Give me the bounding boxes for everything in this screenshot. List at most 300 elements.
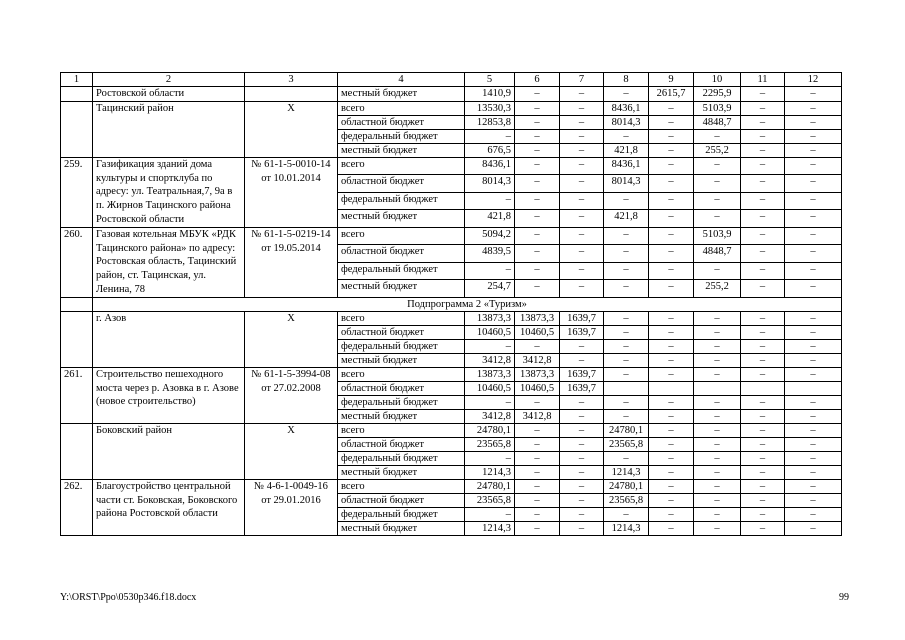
amount-cell: – — [741, 311, 785, 325]
amount-cell — [741, 381, 785, 395]
object-name: Газовая котельная МБУК «РДК Тацинского района» по адресу: Ростовская область, Тацинский район, ст. Тацинская, ул. Ленина, 78 — [93, 227, 245, 297]
amount-cell: 2295,9 — [694, 87, 741, 102]
amount-cell: – — [741, 493, 785, 507]
amount-cell: – — [741, 479, 785, 493]
amount-cell: – — [649, 507, 694, 521]
amount-cell: – — [741, 423, 785, 437]
registration-number: № 4-6-1-0049-16 от 29.01.2016 — [245, 479, 338, 535]
amount-cell: – — [649, 465, 694, 479]
amount-cell: – — [741, 262, 785, 279]
amount-cell: – — [515, 493, 560, 507]
item-number: 262. — [61, 479, 93, 535]
funding-source: федеральный бюджет — [338, 129, 465, 143]
table-row — [61, 423, 842, 437]
amount-cell: – — [785, 210, 842, 228]
amount-cell: 1639,7 — [560, 367, 604, 381]
registration-number: № 61-1-5-0010-14 от 10.01.2014 — [245, 157, 338, 227]
funding-source: всего — [338, 101, 465, 115]
amount-cell: – — [741, 87, 785, 102]
amount-cell: – — [649, 115, 694, 129]
amount-cell: 1639,7 — [560, 381, 604, 395]
amount-cell: – — [741, 280, 785, 298]
amount-cell: – — [560, 129, 604, 143]
amount-cell: 13873,3 — [515, 367, 560, 381]
amount-cell: – — [785, 143, 842, 157]
amount-cell: – — [741, 192, 785, 209]
column-number: 2 — [93, 73, 245, 87]
amount-cell: – — [785, 493, 842, 507]
amount-cell: – — [649, 423, 694, 437]
amount-cell: – — [560, 280, 604, 298]
amount-cell: 10460,5 — [515, 381, 560, 395]
funding-source: федеральный бюджет — [338, 339, 465, 353]
amount-cell: – — [785, 409, 842, 423]
amount-cell: – — [515, 101, 560, 115]
amount-cell: – — [515, 465, 560, 479]
amount-cell: – — [604, 451, 649, 465]
object-name: Газификация зданий дома культуры и спортклуба по адресу: ул. Театральная,7, 9а в п. Жирнов Тацинского района Ростовской области — [93, 157, 245, 227]
amount-cell: – — [560, 192, 604, 209]
amount-cell: – — [694, 210, 741, 228]
amount-cell — [694, 381, 741, 395]
amount-cell: 421,8 — [604, 210, 649, 228]
amount-cell: – — [785, 325, 842, 339]
amount-cell: – — [560, 87, 604, 102]
amount-cell: – — [649, 175, 694, 192]
amount-cell — [649, 381, 694, 395]
amount-cell: – — [560, 157, 604, 174]
funding-source: местный бюджет — [338, 465, 465, 479]
amount-cell: – — [560, 465, 604, 479]
column-number: 3 — [245, 73, 338, 87]
table-row — [61, 479, 842, 493]
column-number: 1 — [61, 73, 93, 87]
amount-cell: – — [741, 325, 785, 339]
amount-cell: – — [560, 409, 604, 423]
item-number — [61, 101, 93, 157]
amount-cell: 13530,3 — [465, 101, 515, 115]
amount-cell — [785, 381, 842, 395]
amount-cell: – — [785, 192, 842, 209]
amount-cell: – — [649, 339, 694, 353]
amount-cell: – — [560, 423, 604, 437]
registration-number: Х — [245, 423, 338, 479]
amount-cell: – — [649, 367, 694, 381]
table-row — [61, 157, 842, 174]
object-name: Тацинский район — [93, 101, 245, 157]
amount-cell: 1410,9 — [465, 87, 515, 102]
amount-cell: – — [649, 409, 694, 423]
table-row — [61, 227, 842, 244]
amount-cell: – — [694, 451, 741, 465]
amount-cell: – — [694, 521, 741, 535]
amount-cell: – — [515, 280, 560, 298]
amount-cell: 23565,8 — [465, 437, 515, 451]
amount-cell: 24780,1 — [465, 423, 515, 437]
column-number: 12 — [785, 73, 842, 87]
amount-cell: – — [649, 493, 694, 507]
amount-cell: – — [741, 143, 785, 157]
empty-cell — [61, 297, 93, 311]
page-number: 99 — [839, 592, 849, 603]
funding-source: областной бюджет — [338, 115, 465, 129]
amount-cell: – — [560, 143, 604, 157]
amount-cell: 3412,8 — [515, 353, 560, 367]
amount-cell: – — [694, 409, 741, 423]
amount-cell: – — [515, 507, 560, 521]
object-name: Ростовской области — [93, 87, 245, 102]
amount-cell: 10460,5 — [515, 325, 560, 339]
amount-cell: – — [649, 521, 694, 535]
file-path: Y:\ORST\Ppo\0530p346.f18.docx — [60, 592, 197, 603]
amount-cell: – — [694, 465, 741, 479]
amount-cell: 8014,3 — [604, 175, 649, 192]
amount-cell: 254,7 — [465, 280, 515, 298]
amount-cell: – — [649, 479, 694, 493]
amount-cell: – — [560, 493, 604, 507]
amount-cell: – — [604, 129, 649, 143]
subprogram-title: Подпрограмма 2 «Туризм» — [93, 297, 842, 311]
item-number — [61, 423, 93, 479]
amount-cell: – — [649, 101, 694, 115]
amount-cell: – — [560, 210, 604, 228]
object-name: Строительство пешеходного моста через р. Азовка в г. Азове (новое строительство) — [93, 367, 245, 423]
amount-cell: – — [604, 367, 649, 381]
column-number: 11 — [741, 73, 785, 87]
amount-cell: – — [785, 87, 842, 102]
amount-cell: – — [465, 507, 515, 521]
column-number: 7 — [560, 73, 604, 87]
amount-cell: – — [785, 339, 842, 353]
registration-number: № 61-1-5-3994-08 от 27.02.2008 — [245, 367, 338, 423]
amount-cell: – — [604, 339, 649, 353]
amount-cell: – — [741, 367, 785, 381]
subprogram-row — [61, 297, 842, 311]
amount-cell: – — [694, 262, 741, 279]
funding-source: местный бюджет — [338, 409, 465, 423]
registration-number: Х — [245, 101, 338, 157]
amount-cell: 5094,2 — [465, 227, 515, 244]
amount-cell: 10460,5 — [465, 381, 515, 395]
amount-cell: – — [649, 157, 694, 174]
amount-cell: – — [515, 227, 560, 244]
amount-cell: – — [649, 227, 694, 244]
amount-cell: – — [649, 437, 694, 451]
amount-cell: – — [785, 451, 842, 465]
amount-cell: – — [741, 157, 785, 174]
amount-cell: – — [741, 339, 785, 353]
column-number: 8 — [604, 73, 649, 87]
amount-cell: 8436,1 — [465, 157, 515, 174]
amount-cell: – — [694, 175, 741, 192]
column-number: 6 — [515, 73, 560, 87]
amount-cell: 8014,3 — [465, 175, 515, 192]
amount-cell: 1639,7 — [560, 325, 604, 339]
amount-cell: – — [649, 353, 694, 367]
amount-cell: – — [515, 521, 560, 535]
amount-cell: – — [785, 157, 842, 174]
amount-cell: – — [560, 175, 604, 192]
funding-source: областной бюджет — [338, 437, 465, 451]
amount-cell: – — [604, 245, 649, 262]
amount-cell: – — [785, 262, 842, 279]
column-number: 9 — [649, 73, 694, 87]
amount-cell: – — [741, 245, 785, 262]
amount-cell: – — [694, 339, 741, 353]
amount-cell: – — [785, 437, 842, 451]
budget-table — [60, 72, 842, 536]
amount-cell: – — [604, 409, 649, 423]
amount-cell: – — [694, 157, 741, 174]
amount-cell: – — [604, 280, 649, 298]
amount-cell: – — [604, 192, 649, 209]
amount-cell: – — [741, 353, 785, 367]
amount-cell: – — [741, 395, 785, 409]
amount-cell: – — [741, 101, 785, 115]
funding-source: всего — [338, 423, 465, 437]
amount-cell: 3412,8 — [515, 409, 560, 423]
amount-cell: – — [694, 325, 741, 339]
amount-cell: – — [465, 451, 515, 465]
amount-cell: 421,8 — [604, 143, 649, 157]
amount-cell: – — [694, 423, 741, 437]
amount-cell: – — [785, 101, 842, 115]
amount-cell: – — [604, 353, 649, 367]
amount-cell: – — [785, 479, 842, 493]
amount-cell: 23565,8 — [465, 493, 515, 507]
amount-cell: – — [604, 311, 649, 325]
amount-cell: – — [741, 210, 785, 228]
amount-cell: – — [560, 479, 604, 493]
amount-cell: – — [694, 353, 741, 367]
amount-cell: – — [741, 227, 785, 244]
amount-cell: – — [694, 507, 741, 521]
object-name: Боковский район — [93, 423, 245, 479]
amount-cell: – — [560, 507, 604, 521]
amount-cell: – — [515, 87, 560, 102]
amount-cell: – — [649, 280, 694, 298]
amount-cell: – — [694, 493, 741, 507]
amount-cell: – — [694, 129, 741, 143]
amount-cell: 4848,7 — [694, 115, 741, 129]
amount-cell: – — [515, 175, 560, 192]
funding-source: всего — [338, 227, 465, 244]
funding-source: федеральный бюджет — [338, 192, 465, 209]
item-number — [61, 311, 93, 367]
funding-source: всего — [338, 311, 465, 325]
amount-cell: 5103,9 — [694, 227, 741, 244]
amount-cell: 1214,3 — [465, 465, 515, 479]
amount-cell: – — [649, 311, 694, 325]
item-number: 259. — [61, 157, 93, 227]
amount-cell: – — [465, 395, 515, 409]
amount-cell: – — [515, 245, 560, 262]
funding-source: областной бюджет — [338, 175, 465, 192]
amount-cell: – — [741, 521, 785, 535]
object-name: г. Азов — [93, 311, 245, 367]
amount-cell: – — [560, 227, 604, 244]
amount-cell: – — [649, 245, 694, 262]
funding-source: всего — [338, 479, 465, 493]
amount-cell: 3412,8 — [465, 409, 515, 423]
amount-cell: – — [560, 353, 604, 367]
amount-cell: – — [741, 465, 785, 479]
amount-cell: – — [785, 129, 842, 143]
amount-cell: – — [560, 395, 604, 409]
amount-cell: 13873,3 — [465, 367, 515, 381]
amount-cell: – — [560, 245, 604, 262]
amount-cell: – — [694, 367, 741, 381]
amount-cell: – — [694, 311, 741, 325]
amount-cell: – — [604, 507, 649, 521]
column-number: 10 — [694, 73, 741, 87]
amount-cell: – — [465, 192, 515, 209]
amount-cell: 4848,7 — [694, 245, 741, 262]
amount-cell: – — [694, 479, 741, 493]
amount-cell: – — [741, 507, 785, 521]
amount-cell: – — [785, 175, 842, 192]
column-number-row — [61, 73, 842, 87]
amount-cell: 8014,3 — [604, 115, 649, 129]
amount-cell: 13873,3 — [515, 311, 560, 325]
amount-cell: – — [515, 262, 560, 279]
amount-cell: – — [741, 115, 785, 129]
amount-cell: – — [515, 115, 560, 129]
table-row — [61, 367, 842, 381]
amount-cell: – — [560, 437, 604, 451]
amount-cell: – — [649, 192, 694, 209]
amount-cell: – — [785, 311, 842, 325]
funding-source: всего — [338, 157, 465, 174]
amount-cell: – — [465, 339, 515, 353]
amount-cell: – — [785, 395, 842, 409]
amount-cell: – — [649, 210, 694, 228]
object-name: Благоустройство центральной части ст. Боковская, Боковского района Ростовской области — [93, 479, 245, 535]
amount-cell: – — [785, 507, 842, 521]
registration-number — [245, 87, 338, 102]
amount-cell: 5103,9 — [694, 101, 741, 115]
funding-source: местный бюджет — [338, 353, 465, 367]
funding-source: федеральный бюджет — [338, 395, 465, 409]
amount-cell: 24780,1 — [465, 479, 515, 493]
amount-cell: – — [560, 451, 604, 465]
amount-cell: – — [604, 227, 649, 244]
amount-cell: 1214,3 — [604, 521, 649, 535]
funding-source: федеральный бюджет — [338, 262, 465, 279]
table-row — [61, 101, 842, 115]
amount-cell: 2615,7 — [649, 87, 694, 102]
amount-cell: 23565,8 — [604, 437, 649, 451]
amount-cell: – — [465, 262, 515, 279]
amount-cell: – — [649, 129, 694, 143]
amount-cell: – — [515, 157, 560, 174]
amount-cell: – — [694, 192, 741, 209]
amount-cell: 4839,5 — [465, 245, 515, 262]
item-number — [61, 87, 93, 102]
table-row — [61, 311, 842, 325]
amount-cell: – — [649, 451, 694, 465]
amount-cell: – — [604, 87, 649, 102]
item-number: 261. — [61, 367, 93, 423]
amount-cell: – — [785, 521, 842, 535]
amount-cell: – — [515, 192, 560, 209]
column-number: 4 — [338, 73, 465, 87]
registration-number: № 61-1-5-0219-14 от 19.05.2014 — [245, 227, 338, 297]
amount-cell: – — [785, 465, 842, 479]
amount-cell: – — [465, 129, 515, 143]
amount-cell: – — [515, 143, 560, 157]
amount-cell: – — [515, 395, 560, 409]
funding-source: местный бюджет — [338, 143, 465, 157]
amount-cell: – — [515, 210, 560, 228]
amount-cell: 255,2 — [694, 143, 741, 157]
amount-cell: – — [694, 437, 741, 451]
amount-cell: – — [649, 143, 694, 157]
amount-cell: – — [515, 129, 560, 143]
amount-cell: – — [560, 339, 604, 353]
table-row — [61, 87, 842, 102]
amount-cell: 23565,8 — [604, 493, 649, 507]
amount-cell: 24780,1 — [604, 423, 649, 437]
amount-cell: – — [694, 395, 741, 409]
amount-cell: 12853,8 — [465, 115, 515, 129]
funding-source: федеральный бюджет — [338, 451, 465, 465]
amount-cell: – — [604, 325, 649, 339]
registration-number: Х — [245, 311, 338, 367]
column-number: 5 — [465, 73, 515, 87]
funding-source: местный бюджет — [338, 87, 465, 102]
amount-cell: – — [785, 115, 842, 129]
amount-cell: 10460,5 — [465, 325, 515, 339]
funding-source: федеральный бюджет — [338, 507, 465, 521]
amount-cell: – — [741, 129, 785, 143]
amount-cell: – — [604, 395, 649, 409]
amount-cell: 24780,1 — [604, 479, 649, 493]
amount-cell: – — [560, 115, 604, 129]
funding-source: всего — [338, 367, 465, 381]
amount-cell: – — [649, 395, 694, 409]
amount-cell: – — [785, 367, 842, 381]
amount-cell: – — [785, 280, 842, 298]
amount-cell: – — [785, 353, 842, 367]
amount-cell: 1214,3 — [604, 465, 649, 479]
amount-cell: 1214,3 — [465, 521, 515, 535]
amount-cell: – — [785, 423, 842, 437]
amount-cell: – — [741, 175, 785, 192]
amount-cell: – — [785, 227, 842, 244]
amount-cell: – — [560, 262, 604, 279]
amount-cell: – — [560, 101, 604, 115]
amount-cell: 676,5 — [465, 143, 515, 157]
amount-cell: – — [741, 409, 785, 423]
amount-cell: 8436,1 — [604, 101, 649, 115]
funding-source: областной бюджет — [338, 245, 465, 262]
funding-source: местный бюджет — [338, 210, 465, 228]
funding-source: областной бюджет — [338, 381, 465, 395]
item-number: 260. — [61, 227, 93, 297]
amount-cell: 3412,8 — [465, 353, 515, 367]
amount-cell: 1639,7 — [560, 311, 604, 325]
amount-cell: – — [649, 262, 694, 279]
amount-cell: – — [785, 245, 842, 262]
amount-cell: – — [515, 339, 560, 353]
funding-source: областной бюджет — [338, 493, 465, 507]
amount-cell: – — [741, 437, 785, 451]
amount-cell: – — [604, 262, 649, 279]
amount-cell: 255,2 — [694, 280, 741, 298]
amount-cell: – — [649, 325, 694, 339]
funding-source: местный бюджет — [338, 280, 465, 298]
